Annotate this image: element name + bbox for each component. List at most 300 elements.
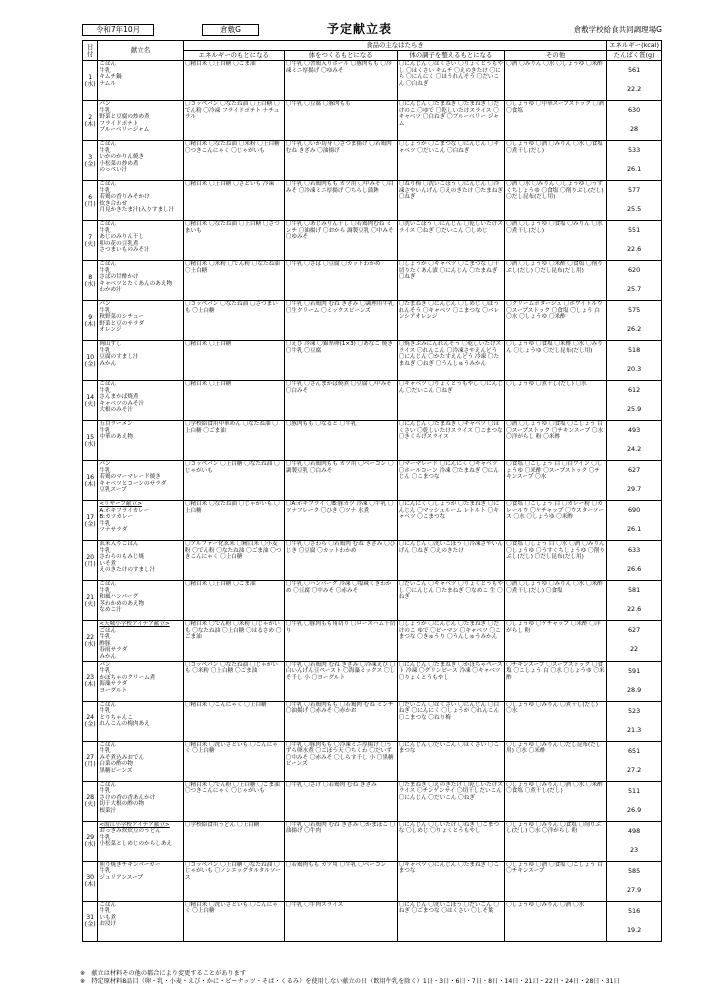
energy-value: 551 xyxy=(627,226,641,234)
menu-item: 岡山ずし xyxy=(99,341,122,347)
energy-value: 633 xyxy=(627,546,641,554)
body-food-cell: 〇牛乳 〇さけ 〇若鶏肉 むね きざみ xyxy=(284,781,397,821)
energy-food-cell: 〇精白米 〇なたね油 〇米粉 〇上白糖 〇つきこんにゃく 〇じゃがいも xyxy=(183,141,284,181)
energy-food-cell: 〇学校給食用中華めん 〇なたね油 〇上白糖 〇ごま油 xyxy=(183,421,284,461)
menu-cell xyxy=(98,741,184,781)
regulate-food-cell: 〇にんじん 〇しいたけ 〇ねぎ 〇こまつな 〇しめじ 〇りょくとうもやし xyxy=(397,821,504,861)
energy-value: 533 xyxy=(627,146,641,154)
table-row xyxy=(83,221,662,261)
regulate-food-cell: 〇ねり梅 〇洗いごぼう 〇にんじん 〇冷凍さやいんげん 〇えのきたけ 〇たまねぎ 〇ねぎ xyxy=(397,181,504,221)
other-cell: 〇しょうゆ 〇みりん 〇食塩 〇削りぶし(だし) 〇水 〇洋がらし 粉 xyxy=(505,821,607,861)
other-cell: 〇しょうゆ 〇みりん 〇だし昆布(だし用) 〇水 〇米酢 xyxy=(505,741,607,781)
col-ingredients-group: 食品の主なはたらき xyxy=(183,41,606,51)
menu-item: 牛乳 xyxy=(99,227,111,234)
menu-item: かぼちゃのクリーム煮 xyxy=(99,674,156,681)
menu-cell xyxy=(98,301,184,341)
regulate-food-cell: 〇たまねぎ 〇にんじん 〇しめじ 〇ほうれんそう 〇キャベツ 〇こまつな 〇バレンシアオレンジ xyxy=(397,301,504,341)
nutrition-cell xyxy=(607,341,662,381)
menu-item: フライドポテト xyxy=(99,120,139,127)
menu-item: ごはん xyxy=(99,701,117,708)
menu-item: 小松菜の炒め煮 xyxy=(99,160,139,167)
day-cell xyxy=(83,621,98,662)
date-number: 28 xyxy=(86,794,95,802)
regulate-food-cell: 〇にんじん 〇洗いごぼう 〇冷凍さやいんげん 〇ねぎ 〇えのきたけ xyxy=(397,541,504,581)
other-cell: 〇しょうゆ 〇食塩 〇米酢 〇水 〇みりん 〇しょうゆ 〇だし昆布(だし用) xyxy=(505,341,607,381)
other-cell: 〇クリームポタージュ 〇ホワイトルウ 〇スープストック 〇食塩 〇しょう 白 〇水 〇しょうゆ 〇米酢 xyxy=(505,301,607,341)
date-number: 15 xyxy=(86,433,95,441)
weekday: (水) xyxy=(84,440,96,448)
weekday: (金) xyxy=(84,921,96,929)
energy-value: 498 xyxy=(627,826,641,835)
protein-value: 26.6 xyxy=(626,565,642,573)
menu-item: オレンジ xyxy=(99,327,122,334)
col-day: 日付 xyxy=(83,41,98,61)
nutrition-cell xyxy=(607,141,662,181)
regulate-food-cell: 〇にんにく 〇しょうが 〇たまねぎ 〇にんじん 〇マッシュルーム レトルト 〇キャベツ 〇こまつな xyxy=(397,501,504,541)
menu-item: さけの香の香あんかけ xyxy=(99,794,156,801)
menu-item: なめこ汁 xyxy=(99,607,122,614)
note-allergen: ※ 特定原材料8品目（卵・乳・小麦・えび・かに・ピーナッツ・そば・くるみ）を使用しない献立の日（飲用牛乳を除く）1日・3日・6日・7日・8日・14日・21日・22日・24日・28日・31日 xyxy=(80,978,620,985)
menu-item: さんまかば焼煮 xyxy=(99,394,139,401)
menu-item: 牛乳 xyxy=(99,107,111,114)
menu-item: いも煮 xyxy=(99,914,117,921)
date-number: 30 xyxy=(86,874,95,882)
other-cell: 〇酒 〇しょうゆ 〇みりん 〇水 〇米酢 〇煮干し(だし) 〇食塩 xyxy=(505,581,607,621)
weekday: (木) xyxy=(84,881,96,889)
menu-item: さばの甘酢かけ xyxy=(99,274,139,281)
menu-item: さつまいものみそ汁 xyxy=(99,247,150,254)
body-food-cell: 〇牛乳 〇牛肉スライス xyxy=(284,901,397,941)
table-row xyxy=(83,581,662,621)
energy-food-cell: 〇精白米 〇上白糖 xyxy=(183,341,284,381)
protein-value: 27.9 xyxy=(626,885,642,894)
protein-value: 22 xyxy=(629,645,639,653)
weekday: (金) xyxy=(84,721,96,729)
era-label: 令和7年10月 xyxy=(82,24,154,36)
nutrition-cell xyxy=(607,541,662,581)
menu-item: B:カツカレー xyxy=(99,514,134,521)
protein-value: 28 xyxy=(629,125,639,133)
other-cell: 〇しょうゆ 〇酒 〇みりん 〇水 〇食塩 〇煮干し(だし) xyxy=(505,141,607,181)
menu-cell xyxy=(98,341,184,381)
menu-item: あじのみりん干し xyxy=(99,234,145,241)
energy-value: 518 xyxy=(627,346,641,354)
energy-value: 651 xyxy=(627,746,641,755)
other-cell: 〇しょうゆ 〇酒 〇食塩 〇こしょう 白 〇チキンスープ xyxy=(505,861,607,901)
menu-cell xyxy=(98,901,184,941)
date-number: 1 xyxy=(88,73,93,81)
energy-food-cell: 〇精白米 〇こんにゃく 〇上白糖 xyxy=(183,701,284,741)
day-cell xyxy=(83,541,98,581)
protein-value: 19.2 xyxy=(626,925,642,934)
menu-item: 茎わかめのあえ物 xyxy=(99,600,145,607)
menu-item: <霞江小学校アイデア献立> xyxy=(99,821,170,828)
day-cell xyxy=(83,741,98,781)
col-regulate-food: 体の調子を整えるもとになる xyxy=(397,51,504,61)
menu-item: 白菜の酢の物 xyxy=(99,761,133,768)
date-number: 9 xyxy=(88,313,93,321)
regulate-food-cell: 〇キャベツ 〇にんじん 〇たまねぎ 〇こまつな xyxy=(397,861,504,901)
menu-item: <リザーブ献立> xyxy=(99,501,142,507)
menu-item: ごはん xyxy=(99,141,117,147)
other-cell: 〇食塩 〇こしょう 白 〇カレー粉 〇カレールウ 〇ケチャップ 〇ウスターソース 〇水 〇しょうゆ 〇米酢 xyxy=(505,501,607,541)
other-cell: 〇しょうゆ 〇中華スープストック 〇酒 〇食塩 xyxy=(505,101,607,141)
menu-item: えのきたけのすまし汁 xyxy=(99,567,156,574)
weekday: (木) xyxy=(84,320,96,328)
energy-value: 627 xyxy=(627,626,641,634)
table-row xyxy=(83,61,662,101)
menu-item: ごはん xyxy=(99,781,117,788)
body-food-cell: 〇牛乳 〇若鶏肉 むね きざみ 〇調理用牛乳 〇生クリーム 〇ミックスビーンズ xyxy=(284,301,397,341)
day-cell xyxy=(83,61,98,101)
nutrition-cell xyxy=(607,421,662,461)
regulate-food-cell: 〇しょうが 〇にんじん 〇たまねぎ 〇だけのこ ゆで 〇ピーマン 〇キャベツ 〇こまつな 〇きゅうり 〇うんしゅうみかん xyxy=(397,621,504,662)
protein-value: 26.2 xyxy=(626,325,642,333)
menu-item: 牛乳 xyxy=(99,347,111,354)
menu-item: キャベツとたくあんのあえ物 xyxy=(99,280,173,287)
body-food-cell: 〇牛乳 〇さわら 〇若鶏肉 むね きざみ 〇ひじき 〇豆腐 〇カットわかめ xyxy=(284,541,397,581)
col-protein-label: たんぱく質(g) xyxy=(607,51,662,61)
date-number: 17 xyxy=(86,513,95,521)
table-row xyxy=(83,341,662,381)
menu-table xyxy=(82,40,662,942)
body-food-cell: 〇牛乳 〇ハンバーグ 冷凍 〇塩蔵くきわかめ 〇豆腐 〇中みそ 〇赤みそ xyxy=(284,581,397,621)
menu-item: 牛乳 xyxy=(99,267,111,274)
table-row xyxy=(83,781,662,821)
menu-cell xyxy=(98,101,184,141)
menu-cell xyxy=(98,621,184,662)
menu-item: いそ煮 xyxy=(99,560,117,567)
menu-item: 春雨サラダ xyxy=(99,647,128,654)
energy-food-cell: 〇精白米 〇洗いさといも 〇こんにゃく 〇上白糖 xyxy=(183,901,284,941)
date-number: 16 xyxy=(86,473,95,481)
energy-value: 585 xyxy=(627,866,641,875)
menu-item: キャベツとコーンのサラダ xyxy=(99,480,167,487)
table-row xyxy=(83,421,662,461)
body-food-cell: 〇えび 冷凍 〇錦糸卵(1×3) 〇あなご 焼き 〇牛乳 〇豆腐 xyxy=(284,341,397,381)
other-cell: 〇しょうゆ 〇みりん 〇煮干し(だし) 〇水 xyxy=(505,701,607,741)
nutrition-cell xyxy=(607,101,662,141)
other-cell: 〇食塩 〇こしょう 白 〇白ワイン 〇しょうゆ 〇米酢 〇スープストック 〇チキンスープ 〇水 xyxy=(505,461,607,501)
date-number: 8 xyxy=(88,273,93,281)
menu-item: 炊き合わせ xyxy=(99,200,128,207)
nutrition-cell xyxy=(607,741,662,781)
day-cell xyxy=(83,301,98,341)
menu-item: 切干大根の酢の物 xyxy=(99,801,145,808)
menu-item: 牛乳 xyxy=(99,788,111,795)
col-other: その他 xyxy=(505,51,607,61)
weekday: (木) xyxy=(84,480,96,488)
energy-value: 630 xyxy=(627,106,641,114)
menu-item: 牛乳 xyxy=(99,668,111,675)
other-cell: 〇酒 〇しょうゆ 〇米酢 〇食塩 〇削りぶし(だし) 〇だし昆布(だし用) xyxy=(505,261,607,301)
weekday: (火) xyxy=(84,240,96,248)
menu-item: みそ煮込みおでん xyxy=(99,754,145,761)
menu-item: 野菜と豆腐の炒め煮 xyxy=(99,114,150,121)
protein-value: 21.3 xyxy=(626,725,642,734)
menu-item: 牛乳 xyxy=(99,427,111,434)
menu-item: キャベツのみそ汁 xyxy=(99,400,145,407)
menu-item: 大根のみそ汁 xyxy=(99,407,133,414)
body-food-cell: 〇牛乳 〇さんまかば焼煮 〇豆腐 〇中みそ 〇白みそ xyxy=(284,381,397,421)
menu-item: 牛乳 xyxy=(99,547,111,554)
body-food-cell: 〇牛乳 〇若鶏肉もも カツ用 〇中みそ 〇白みそ 〇冷凍ミニ厚揚げ 〇ちらし蒲鉾 xyxy=(284,181,397,221)
note-change: ※ 献立は材料その他の都合により変更することがあります xyxy=(80,970,247,977)
day-cell xyxy=(83,581,98,621)
protein-value: 25.9 xyxy=(626,405,642,413)
protein-value: 26.1 xyxy=(626,525,642,533)
menu-item: 黒糖ビーンズ xyxy=(99,767,133,774)
energy-food-cell: 〇アルファー化玄米 〇精白米 〇小麦粉 〇でん粉 〇なたね油 〇ごま油 〇つきこんにゃく 〇上白糖 xyxy=(183,541,284,581)
menu-item: ごはん xyxy=(99,221,117,227)
energy-value: 511 xyxy=(627,786,641,795)
weekday: (金) xyxy=(84,520,96,528)
day-cell xyxy=(83,661,98,701)
menu-cell xyxy=(98,61,184,101)
protein-value: 28.9 xyxy=(626,685,642,694)
nutrition-cell xyxy=(607,381,662,421)
menu-item: ごはん xyxy=(99,261,117,267)
regulate-food-cell: 〇たまねぎ 〇えのきたけ 〇乾しいたけスライス 〇チンゲンサイ 〇切干しだいこん 〇にんじん 〇だいこん 〇ねぎ xyxy=(397,781,504,821)
energy-food-cell: 〇コッペパン 〇上白糖 〇なたね油 〇じゃがいも 〇ノンエッグタルタルソース xyxy=(183,861,284,901)
regulate-food-cell: 〇にんじん 〇だいこん 〇はくさい 〇こまつな xyxy=(397,741,504,781)
date-number: 22 xyxy=(86,633,95,641)
menu-cell xyxy=(98,221,184,261)
table-row xyxy=(83,901,662,941)
energy-food-cell: 〇精白米 〇でん粉 〇米粉 〇じゃがいも 〇なたね油 〇上白糖 〇はるさめ 〇ごま油 xyxy=(183,621,284,662)
menu-item: のっぺい汁 xyxy=(99,167,128,174)
weekday: (水) xyxy=(84,80,96,88)
body-food-cell: 〇若鶏肉もも カツ用 〇牛乳 〇ベーコン xyxy=(284,861,397,901)
date-number: 7 xyxy=(88,233,93,241)
weekday: (水) xyxy=(84,280,96,288)
menu-item: 中華のあえ物 xyxy=(99,434,133,441)
body-food-cell: 〇牛乳 〇若鶏肉もも カツ用 〇ベーコン 〇調製豆乳 〇白みそ xyxy=(284,461,397,501)
other-cell: 〇しょうゆ 〇煮干し(だし) 〇水 xyxy=(505,381,607,421)
energy-value: 561 xyxy=(627,66,641,74)
menu-item: みかん xyxy=(99,653,117,660)
energy-value: 591 xyxy=(627,666,641,675)
menu-item: ごはん xyxy=(99,627,117,634)
menu-item: わかめ汁 xyxy=(99,287,122,294)
menu-item: キムチ鍋 xyxy=(99,74,122,81)
footnotes xyxy=(80,970,670,986)
nutrition-cell xyxy=(607,61,662,101)
table-row xyxy=(83,141,662,181)
menu-cell xyxy=(98,461,184,501)
energy-food-cell: 〇精白米 〇洗いさといも 〇こんにゃく 〇上白糖 xyxy=(183,741,284,781)
menu-item: 牛乳 xyxy=(99,520,111,527)
protein-value: 22.2 xyxy=(626,85,642,93)
energy-food-cell: 〇精白米 〇上白糖 xyxy=(183,381,284,421)
protein-value: 24.2 xyxy=(626,445,642,453)
other-cell: 〇チキンスープ 〇スープストック 〇食塩 〇こしょう 白 〇水 〇しょうゆ 〇米酢 xyxy=(505,661,607,701)
nutrition-cell xyxy=(607,821,662,861)
date-number: 20 xyxy=(86,553,95,561)
day-cell xyxy=(83,461,98,501)
date-number: 24 xyxy=(86,714,95,722)
nutrition-cell xyxy=(607,621,662,662)
table-row xyxy=(83,621,662,662)
regulate-food-cell: 〇キャベツ 〇りょくとうもやし 〇にんじん 〇だいこん 〇ねぎ xyxy=(397,381,504,421)
energy-food-cell: 〇コッペパン 〇なたね油 〇じゃがいも 〇米粉 〇上白糖 〇ごま油 xyxy=(183,661,284,701)
menu-cell xyxy=(98,501,184,541)
menu-item: 小松菜としめじのからしあえ xyxy=(99,841,173,848)
menu-item: 豆腐のすまし汁 xyxy=(99,354,139,361)
weekday: (水) xyxy=(84,841,96,849)
menu-item: とりちゃんこ xyxy=(99,714,133,721)
other-cell: 〇酒 〇しょうゆ 〇食塩 〇みりん 〇水 〇煮干し(だし) xyxy=(505,221,607,261)
menu-item: <天城小学校アイデア献立> xyxy=(99,621,170,627)
menu-item: 牛乳 xyxy=(99,634,111,641)
table-row xyxy=(83,741,662,781)
body-food-cell: 〇牛乳 〇豆腐 〇豚肉もも xyxy=(284,101,397,141)
nutrition-cell xyxy=(607,461,662,501)
date-number: 29 xyxy=(86,834,95,842)
energy-food-cell: 〇精白米 〇米粉 〇でん粉 〇なたね油 〇上白糖 xyxy=(183,261,284,301)
menu-cell xyxy=(98,381,184,421)
day-cell xyxy=(83,421,98,461)
weekday: (月) xyxy=(84,560,96,568)
energy-value: 581 xyxy=(627,586,641,594)
other-cell: 〇酒 〇みりん 〇水 〇しょうゆ 〇米酢 xyxy=(505,61,607,101)
menu-item: 牛乳 xyxy=(99,868,111,875)
nutrition-cell xyxy=(607,501,662,541)
menu-cell xyxy=(98,181,184,221)
menu-cell xyxy=(98,421,184,461)
menu-item: 牛乳 xyxy=(99,307,111,314)
table-row xyxy=(83,501,662,541)
energy-food-cell: 〇学校給食用うどん 〇上白糖 xyxy=(183,821,284,861)
day-cell xyxy=(83,781,98,821)
col-energy-label: エネルギー(kcal) xyxy=(607,41,662,51)
menu-item: パン xyxy=(99,461,111,467)
energy-value: 577 xyxy=(627,186,641,194)
weekday: (火) xyxy=(84,600,96,608)
menu-item: パン xyxy=(99,661,111,668)
menu-item: 牛乳 xyxy=(99,748,111,755)
menu-item: パン xyxy=(99,301,111,307)
other-cell: 〇しょうゆ 〇みりん 〇酒 〇水 xyxy=(505,901,607,941)
menu-item: 和風ハンバーグ xyxy=(99,594,139,601)
regulate-food-cell: 〇だいこん 〇キャベツ 〇りょくとうもやし 〇にんじん 〇たまねぎ 〇なめこ 生 〇ねぎ xyxy=(397,581,504,621)
energy-food-cell: 〇精白米 〇上白糖 〇ごま油 xyxy=(183,61,284,101)
menu-item: ブルーベリージャム xyxy=(99,127,150,134)
menu-item: 酢豚 xyxy=(99,640,111,647)
date-number: 27 xyxy=(86,754,95,762)
weekday: (火) xyxy=(84,801,96,809)
menu-cell xyxy=(98,821,184,861)
menu-item: 牛乳 xyxy=(99,908,111,915)
energy-value: 627 xyxy=(627,466,641,474)
menu-item: 玄米入りごはん xyxy=(99,541,139,547)
menu-item: れんこんの梅肉あえ xyxy=(99,721,150,728)
body-food-cell: 〇A:ホキフライ 〇B:豚カツ 冷凍 〇牛乳 〇ツナフレーク 〇ひき 〇ツナ 水煮 xyxy=(284,501,397,541)
date-number: 31 xyxy=(86,914,95,922)
menu-cell xyxy=(98,861,184,901)
other-cell: 〇しょうゆ 〇ケチャップ 〇米酢 〇洋がらし 粉 xyxy=(505,621,607,662)
regulate-food-cell: 〇洗いごぼう 〇にんじん 〇乾しいたけスライス 〇ねぎ 〇だいこん 〇しめじ xyxy=(397,221,504,261)
table-row xyxy=(83,181,662,221)
menu-item: 牛乳 xyxy=(99,147,111,154)
menu-item: さわらのもみじ焼 xyxy=(99,554,145,561)
menu-item: 牛乳 xyxy=(99,587,111,594)
energy-value: 493 xyxy=(627,426,641,434)
day-cell xyxy=(83,501,98,541)
table-row xyxy=(83,381,662,421)
page-header xyxy=(82,20,662,36)
other-cell: 〇食塩 〇しょう 白 〇水 〇酒 〇みりん 〇しょうゆ 〇うすくちしょうゆ 〇削りぶし(だし) 〇だし昆布(だし用) xyxy=(505,541,607,581)
weekday: (木) xyxy=(84,681,96,689)
menu-item: ナムル xyxy=(99,80,116,87)
body-food-cell: 〇牛乳 〇若鶏肉もも 〇若鶏肉 むね ミンチ 〇油揚げ 〇赤みそ 〇赤かお xyxy=(284,701,397,741)
menu-cell xyxy=(98,701,184,741)
table-row xyxy=(83,261,662,301)
energy-food-cell: 〇コッペパン 〇なたね油 〇さつまいも 〇上白糖 xyxy=(183,301,284,341)
menu-item: ごはん xyxy=(99,741,117,748)
body-food-cell: 〇豚肉もも 〇なると 〇牛乳 xyxy=(284,421,397,461)
energy-value: 516 xyxy=(627,906,641,915)
menu-item: ごはん xyxy=(99,61,117,67)
nutrition-cell xyxy=(607,301,662,341)
page-title: 予定献立表 xyxy=(327,22,393,36)
body-food-cell: 〇牛乳 〇いか切身 〇さつま揚げ 〇若鶏肉 むね きざみ 〇油揚げ xyxy=(284,141,397,181)
day-cell xyxy=(83,861,98,901)
weekday: (木) xyxy=(84,120,96,128)
energy-food-cell: 〇コッペパン 〇上白糖 〇なたね油 〇じゃがいも xyxy=(183,461,284,501)
menu-item: ツナサラダ xyxy=(99,527,128,534)
date-number: 21 xyxy=(86,593,95,601)
day-cell xyxy=(83,821,98,861)
energy-value: 620 xyxy=(627,266,641,274)
weekday: (火) xyxy=(84,400,96,408)
day-cell xyxy=(83,141,98,181)
menu-item: 豆乳スープ xyxy=(99,487,127,494)
menu-item: 五目ラーメン xyxy=(99,421,133,427)
nutrition-cell xyxy=(607,581,662,621)
other-cell: 〇酒 〇水 〇みりん 〇しょうゆ 〇うすくちしょうゆ 〇食塩 〇削りぶし(だし) 〇だし昆布(だし用) xyxy=(505,181,607,221)
menu-item: ごはん xyxy=(99,181,117,187)
regulate-food-cell: 〇にんじん 〇洗いごぼう 〇だいこん 〇ねぎ 〇ごまつな 〇はくさい 〇しそ葉 xyxy=(397,901,504,941)
weekday: (金) xyxy=(84,160,96,168)
menu-cell xyxy=(98,261,184,301)
menu-cell xyxy=(98,661,184,701)
energy-value: 612 xyxy=(627,386,641,394)
energy-food-cell: 〇精白米 〇でん粉 〇上白糖 〇ごま油 〇つきこんにゃく 〇じゃがいも xyxy=(183,781,284,821)
protein-value: 23 xyxy=(629,845,639,854)
menu-item: ごはん xyxy=(99,381,117,387)
menu-item: 海藻サラダ xyxy=(99,681,128,688)
body-food-cell: 〇牛乳 〇若鶏肉 むね きざみ 〇かまぼこ 〇油揚げ 〇牛肉 xyxy=(284,821,397,861)
weekday: (水) xyxy=(84,640,96,648)
menu-item: おっきみ炊炊豆のうどん xyxy=(99,828,161,835)
regulate-food-cell: 〇にんじん 〇たまねぎ 〇たまねぎ 〇だけのこ 〇ゆで 〇乾しいたけスライス 〇キャベツ 〇白ねぎ 〇ブルーベリー ジャム xyxy=(397,101,504,141)
menu-item: 牛乳 xyxy=(99,387,111,394)
table-row xyxy=(83,541,662,581)
nutrition-cell xyxy=(607,221,662,261)
menu-item: A:ホキフライカレー xyxy=(99,507,150,514)
table-row xyxy=(83,661,662,701)
protein-value: 29.7 xyxy=(626,485,642,493)
protein-value: 22.6 xyxy=(626,605,642,613)
table-row xyxy=(83,861,662,901)
date-number: 3 xyxy=(88,153,93,161)
menu-item: ヨーグルト xyxy=(99,687,128,694)
menu-item: 秋野菜のシチュー xyxy=(99,314,144,321)
menu-cell xyxy=(98,581,184,621)
nutrition-cell xyxy=(607,661,662,701)
day-cell xyxy=(83,901,98,941)
